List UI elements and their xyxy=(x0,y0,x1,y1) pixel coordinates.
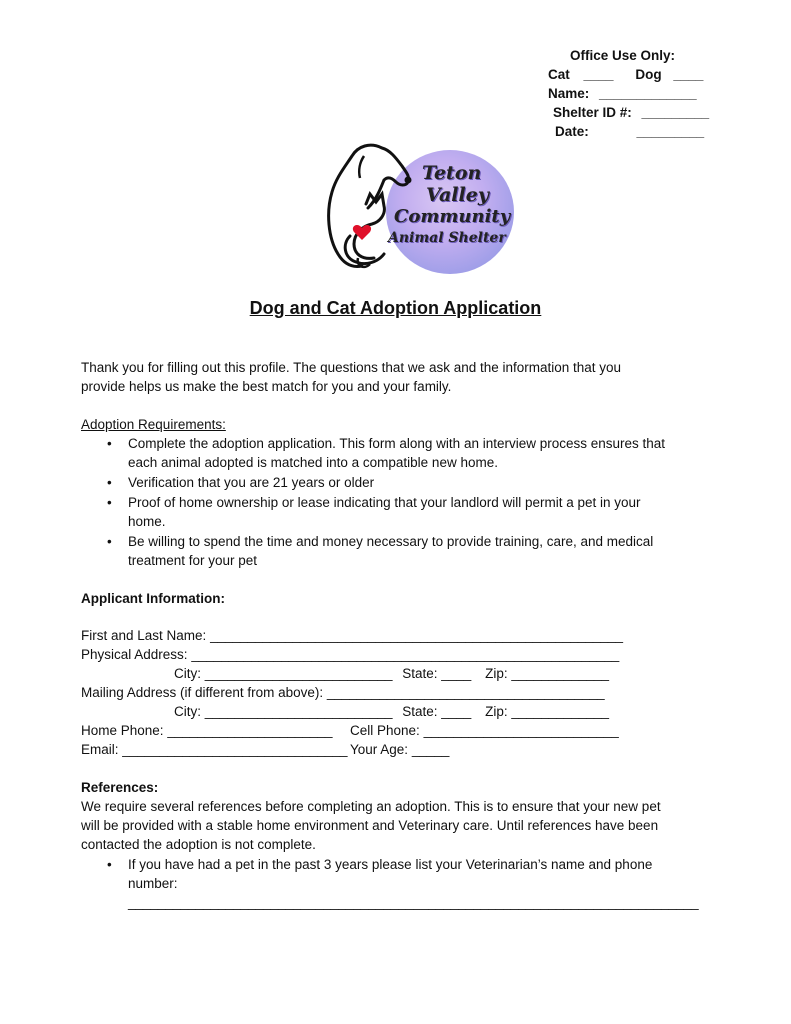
age-row xyxy=(350,740,449,759)
logo-line-1: Teton xyxy=(422,162,482,184)
references-heading: References: xyxy=(81,780,159,795)
mailing-city-field[interactable]: _________________________ xyxy=(204,704,393,719)
name-field[interactable]: _______________________________________________________ xyxy=(210,628,624,643)
mailing-city-row xyxy=(174,702,609,721)
office-date-blank[interactable]: _________ xyxy=(636,124,705,139)
intro-line-2: provide helps us make the best match for you and your family. xyxy=(81,379,452,394)
office-name-row xyxy=(548,86,697,101)
office-use-heading: Office Use Only: xyxy=(570,48,676,63)
logo-line-2: Valley xyxy=(426,184,489,206)
shelter-logo xyxy=(322,140,518,276)
requirements-heading: Adoption Requirements: xyxy=(81,417,226,432)
mailing-zip-label: Zip: xyxy=(485,704,508,719)
office-shelter-row xyxy=(553,105,709,120)
cell-phone-field[interactable]: __________________________ xyxy=(423,723,619,738)
dog-blank[interactable]: ____ xyxy=(673,67,704,82)
mailing-state-label: State: xyxy=(402,704,438,719)
name-label: First and Last Name: xyxy=(81,628,207,643)
home-phone-field[interactable]: ______________________ xyxy=(167,723,333,738)
physical-address-label: Physical Address: xyxy=(81,647,188,662)
requirement-item: • Be willing to spend the time and money necessary to provide training, care, and medical treatment for your pet xyxy=(128,532,718,570)
references-text-3: contacted the adoption is not complete. xyxy=(81,837,316,852)
office-date-row xyxy=(555,124,704,139)
city-field[interactable]: _________________________ xyxy=(204,666,393,681)
name-row xyxy=(81,626,623,645)
requirement-item: • Proof of home ownership or lease indicating that your landlord will permit a pet in your home. xyxy=(128,493,718,531)
email-field[interactable]: ______________________________ xyxy=(122,742,348,757)
email-row xyxy=(81,740,348,759)
office-name-blank[interactable]: _____________ xyxy=(599,86,697,101)
requirement-item: • Verification that you are 21 years or older xyxy=(128,473,718,492)
city-row xyxy=(174,664,609,683)
cell-phone-label: Cell Phone: xyxy=(350,723,420,738)
physical-address-field[interactable]: _________________________________________________________ xyxy=(191,647,620,662)
office-species-row xyxy=(548,67,703,82)
dog-label: Dog xyxy=(635,67,662,82)
shelter-id-blank[interactable]: _________ xyxy=(641,105,710,120)
home-phone-label: Home Phone: xyxy=(81,723,164,738)
references-text-2: will be provided with a stable home environment and Veterinary care. Until references have been xyxy=(81,818,659,833)
cat-blank[interactable]: ____ xyxy=(583,67,614,82)
cat-label: Cat xyxy=(548,67,570,82)
age-field[interactable]: _____ xyxy=(411,742,450,757)
physical-address-row xyxy=(81,645,619,664)
mailing-zip-field[interactable]: _____________ xyxy=(511,704,609,719)
logo-line-4: Animal Shelter xyxy=(388,230,506,246)
mailing-address-field[interactable]: _____________________________________ xyxy=(326,685,605,700)
reference-item: • If you have had a pet in the past 3 years please list your Veterinarian’s name and phone number: xyxy=(128,855,718,893)
applicant-heading: Applicant Information: xyxy=(81,591,225,606)
requirement-item: • Complete the adoption application. This form along with an interview process ensures that each animal adopted is matched into a compatible new home. xyxy=(128,434,718,472)
veterinarian-field[interactable]: ____________________________________________________________________________ xyxy=(128,895,699,910)
mailing-city-label: City: xyxy=(174,704,201,719)
cell-phone-row xyxy=(350,721,619,740)
mailing-address-row xyxy=(81,683,605,702)
city-label: City: xyxy=(174,666,201,681)
mailing-state-field[interactable]: ____ xyxy=(441,704,472,719)
zip-label: Zip: xyxy=(485,666,508,681)
zip-field[interactable]: _____________ xyxy=(511,666,609,681)
intro-line-1: Thank you for filling out this profile. The questions that we ask and the information that you xyxy=(81,360,622,375)
age-label: Your Age: xyxy=(350,742,409,757)
email-label: Email: xyxy=(81,742,119,757)
home-phone-row xyxy=(81,721,333,740)
office-date-label: Date: xyxy=(555,124,589,139)
state-field[interactable]: ____ xyxy=(441,666,472,681)
state-label: State: xyxy=(402,666,438,681)
references-text-1: We require several references before completing an adoption. This is to ensure that your new pet xyxy=(81,799,661,814)
office-name-label: Name: xyxy=(548,86,590,101)
logo-line-3: Community xyxy=(394,206,511,227)
page-title: Dog and Cat Adoption Application xyxy=(249,298,542,318)
mailing-address-label: Mailing Address (if different from above): xyxy=(81,685,324,700)
shelter-id-label: Shelter ID #: xyxy=(553,105,632,120)
